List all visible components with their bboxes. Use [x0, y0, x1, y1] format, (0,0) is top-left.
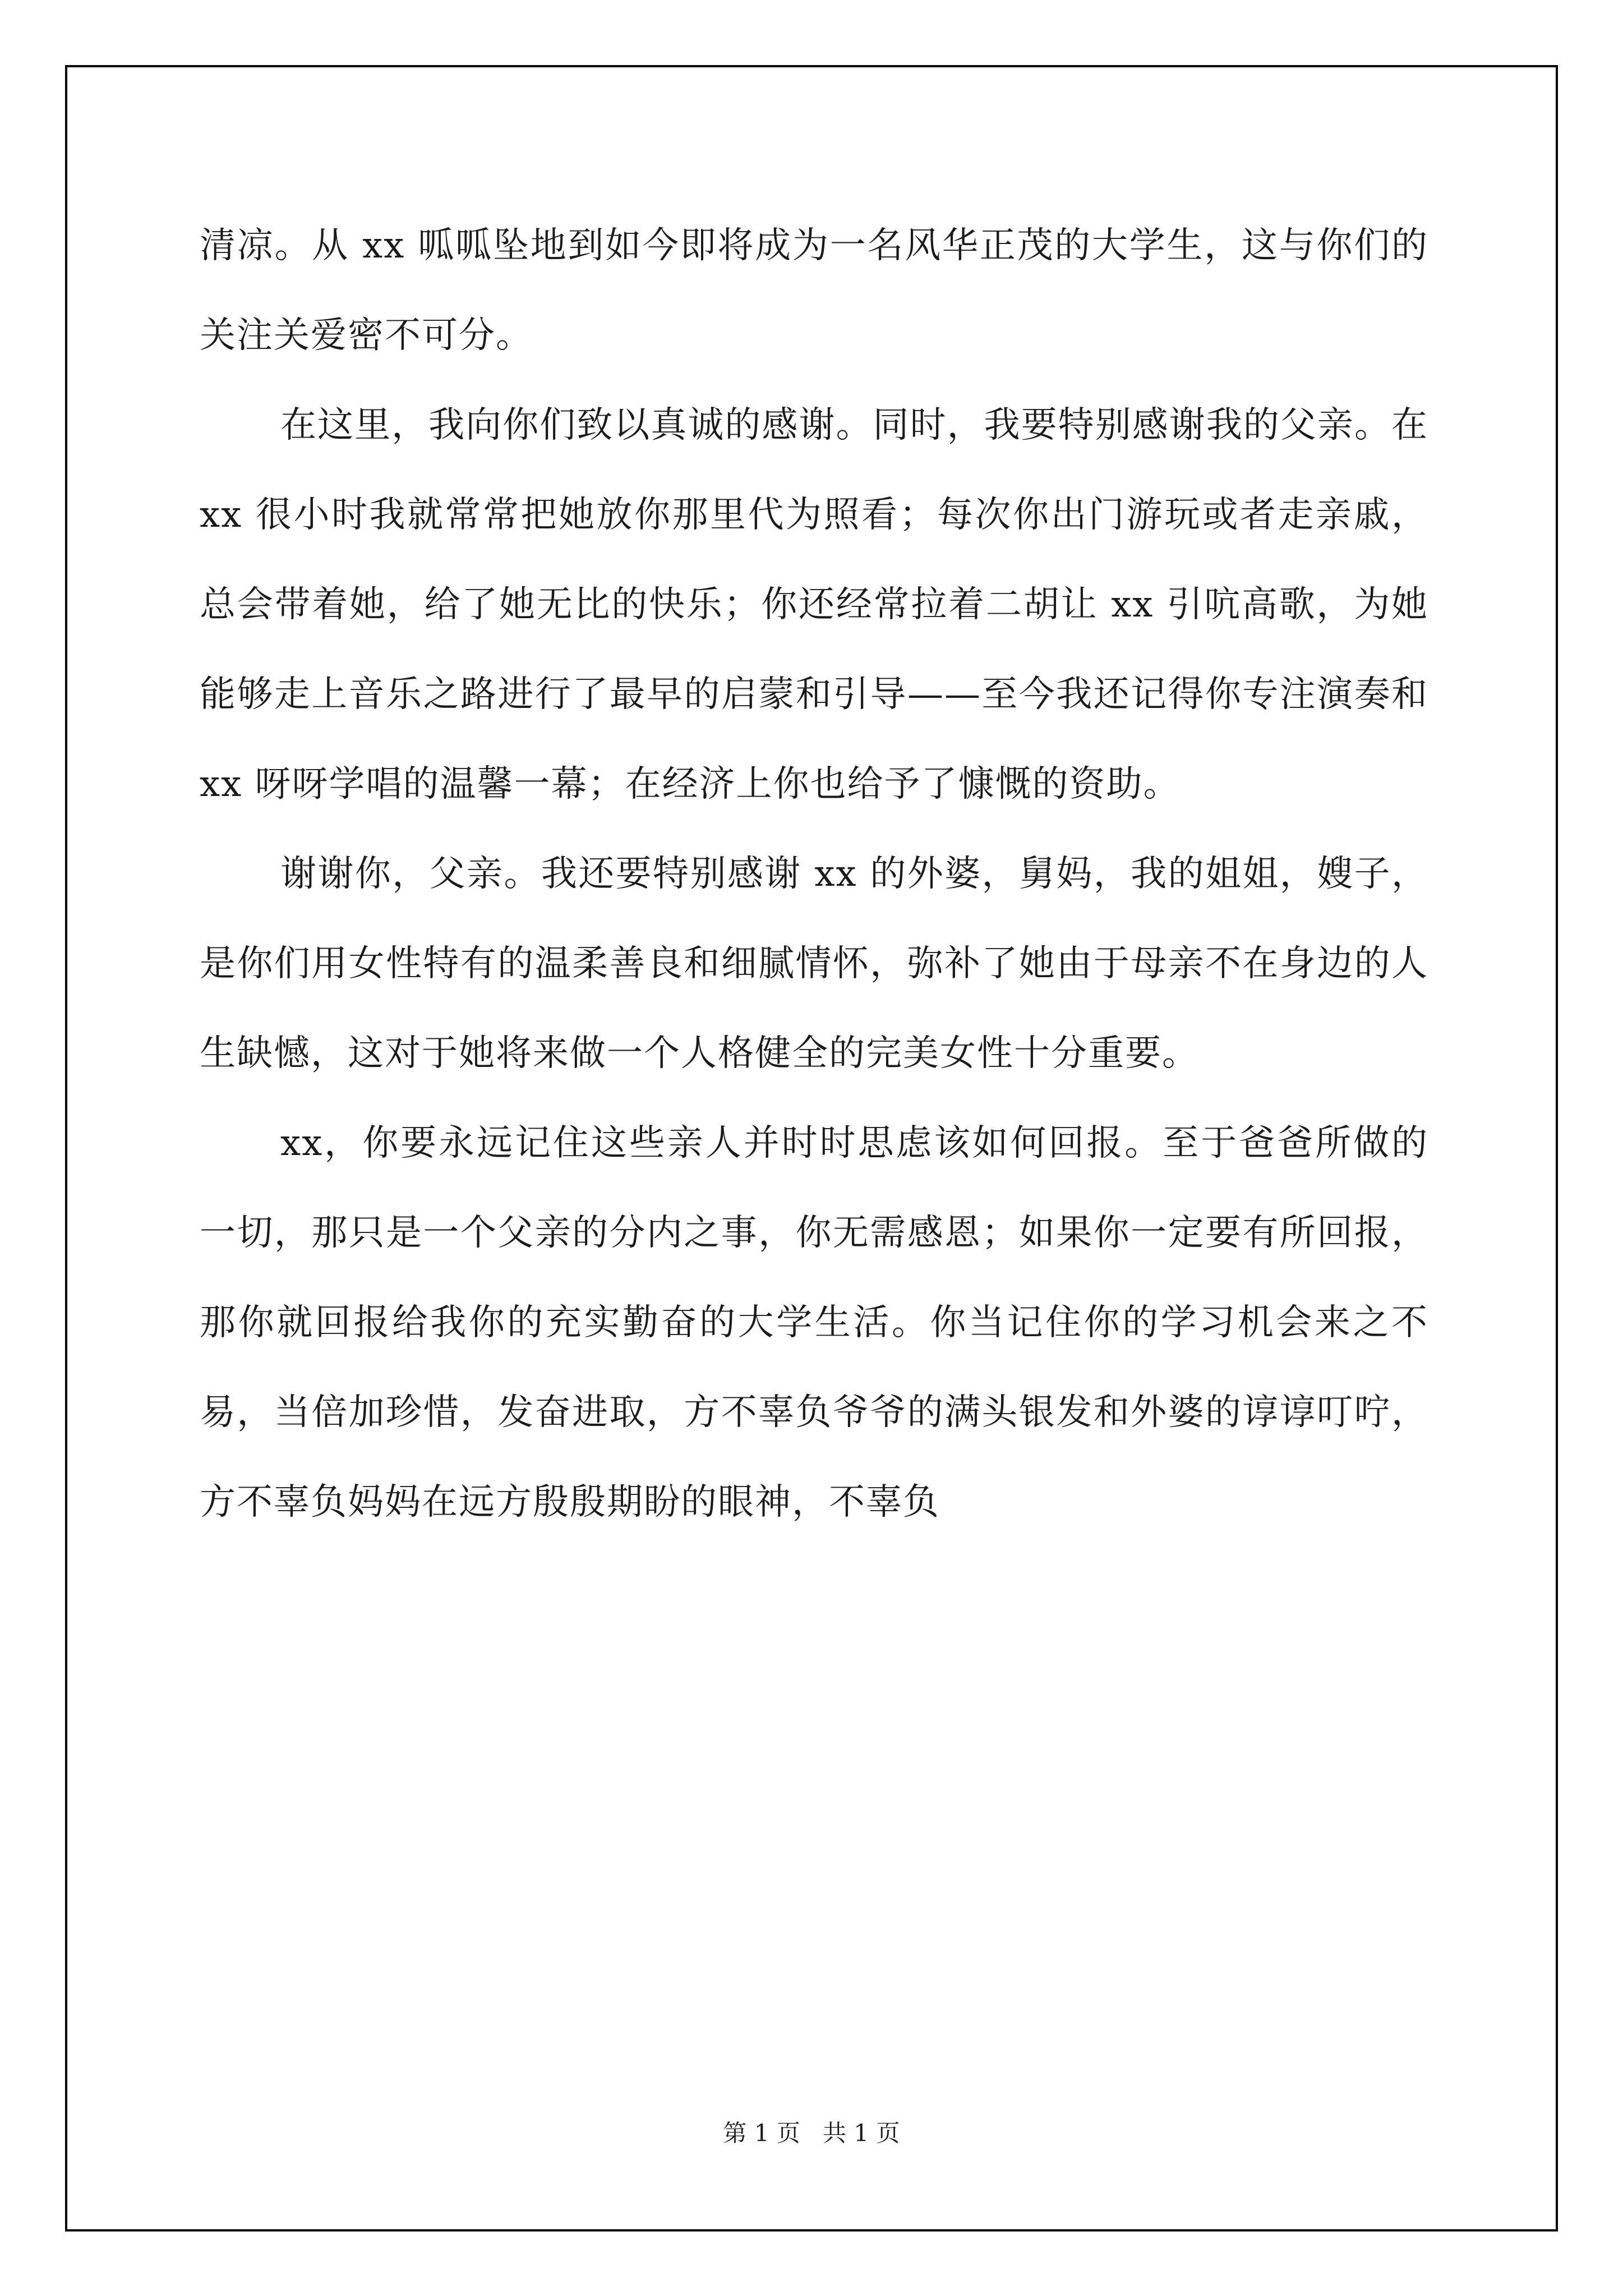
paragraph-advice: xx，你要永远记住这些亲人并时时思虑该如何回报。至于爸爸所做的一切，那只是一个父亲的分内之事，你无需感恩；如果你一定要有所回报，那你就回报给我你的充实勤奋的大学生活。你当记住你的学习机会来之不易，当倍加珍惜，发奋进取，方不辜负爷爷的满头银发和外婆的谆谆叮咛，方不辜负妈妈在远方殷殷期盼的眼神，不辜负 — [200, 1122, 1428, 1523]
paragraph-thanks-family: 谢谢你，父亲。我还要特别感谢 xx 的外婆，舅妈，我的姐姐，嫂子，是你们用女性特有的温柔善良和细腻情怀，弥补了她由于母亲不在身边的人生缺憾，这对于她将来做一个人格健全的完美女性十分重要。 — [200, 853, 1428, 1074]
page-total: 共 1 页 — [823, 2119, 900, 2147]
paragraph-continuation: 清凉。从 xx 呱呱坠地到如今即将成为一名风华正茂的大学生，这与你们的关注关爱密不可分。 — [200, 225, 1428, 356]
page-number: 第 1 页 — [723, 2119, 800, 2147]
page-footer — [0, 2115, 1623, 2148]
document-body — [200, 201, 1428, 1547]
paragraph-thanks-father: 在这里，我向你们致以真诚的感谢。同时，我要特别感谢我的父亲。在 xx 很小时我就常常把她放你那里代为照看；每次你出门游玩或者走亲戚，总会带着她，给了她无比的快乐；你还经常拉着二胡让 xx 引吭高歌，为她能够走上音乐之路进行了最早的启蒙和引导——至今我还记得你专注演奏和 xx 呀呀学唱的温馨一幕；在经济上你也给予了慷慨的资助。 — [200, 404, 1428, 805]
